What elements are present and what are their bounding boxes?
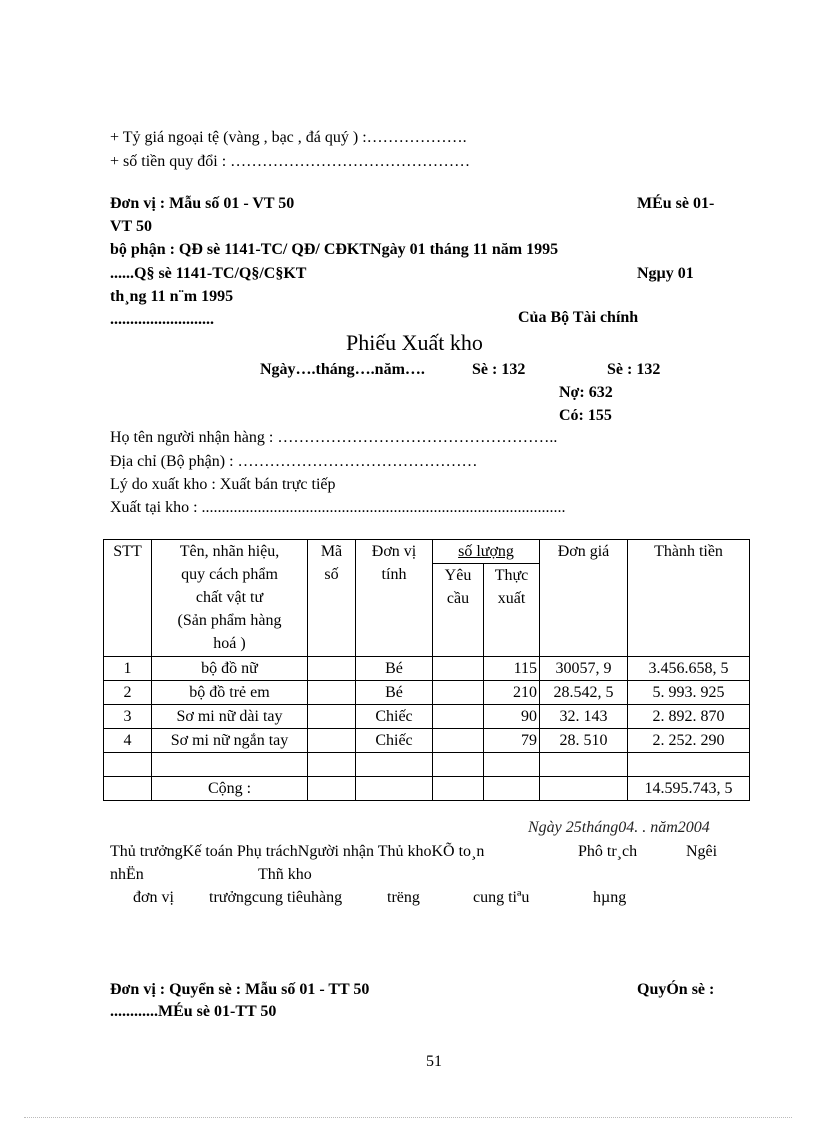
header-name: Tên, nhãn hiệu, quy cách phẩm chất vật tư (Sản phẩm hàng hoá ): [152, 540, 308, 657]
table-total-row: [104, 777, 750, 801]
decision-month-year: th¸ng 11 n¨m 1995: [110, 288, 234, 305]
date-line: Ngày….tháng….năm….: [260, 361, 425, 378]
number-right: Sè : 132: [607, 361, 661, 378]
exchange-rate-line: + Tỷ giá ngoại tệ (vàng , bạc , đá quý ) :……………….: [110, 129, 467, 146]
header-actual: Thực xuất: [484, 564, 540, 657]
decision-number: ......Q§ sè 1141-TC/Q§/C§KT: [110, 265, 307, 282]
total-label: Cộng :: [152, 777, 308, 801]
signature-supply: cung tiªu: [473, 889, 530, 906]
header-quantity: số lượng: [433, 540, 540, 564]
signature-role-receive: nhËn: [110, 866, 144, 883]
number-left: Sè : 132: [472, 361, 526, 378]
signature-chief: trëng: [387, 889, 420, 906]
signature-role-keeper: Thñ kho: [258, 866, 312, 883]
department-decision: bộ phận : QĐ sè 1141-TC/ QĐ/ CĐKTNgày 01 tháng 11 năm 1995: [110, 241, 559, 258]
table-row: 2 bộ đồ trẻ em Bé 210 28.542, 5 5. 993. 925: [104, 681, 750, 705]
header-unit: Đơn vị tính: [356, 540, 433, 657]
goods-table: [103, 539, 750, 801]
credit-account: Có: 155: [559, 407, 612, 424]
header-price: Đơn giá: [540, 540, 628, 657]
form-number-cont: VT 50: [110, 218, 152, 235]
document-title: Phiếu Xuất kho: [346, 330, 483, 355]
page-number: 51: [426, 1053, 442, 1070]
signature-date: Ngày 25tháng04. . năm2004: [528, 819, 710, 836]
unit-dots: ..........................: [110, 311, 214, 328]
header-requested: Yêu cầu: [433, 564, 484, 657]
header-stt: STT: [104, 540, 152, 657]
total-amount: 14.595.743, 5: [628, 777, 750, 801]
signature-unit: đơn vị: [133, 889, 174, 906]
signature-roles: Thủ trưởngKế toán Phụ tráchNgười nhận Thủ khoKÕ to¸n: [110, 843, 485, 860]
converted-amount-line: + số tiền quy đổi : ………………………………………: [110, 153, 471, 170]
warehouse-field: Xuất tại kho : ...........................................................................................: [110, 499, 566, 516]
address-field: Địa chỉ (Bộ phận) : ………………………………………: [110, 453, 478, 470]
signature-goods: hµng: [593, 889, 627, 906]
signature-role-supply: Phô tr¸ch: [578, 843, 638, 860]
signature-role-receiver: Ngêi: [686, 843, 718, 860]
table-row: 4 Sơ mi nữ ngắn tay Chiếc 79 28. 510 2. 252. 290: [104, 729, 750, 753]
header-amount: Thành tiền: [628, 540, 750, 657]
ministry-label: Của Bộ Tài chính: [518, 309, 639, 326]
reason-field: Lý do xuất kho : Xuất bán trực tiếp: [110, 476, 336, 493]
form-number-right: MÉu sè 01-: [637, 195, 715, 212]
debit-account: Nợ: 632: [559, 384, 613, 401]
page-bottom-divider: [24, 1117, 792, 1118]
footer-form-number: ............MÉu sè 01-TT 50: [110, 1003, 277, 1020]
table-row: 1 bộ đồ nữ Bé 115 30057, 9 3.456.658, 5: [104, 657, 750, 681]
signature-unit-heads: trưởngcung tiêuhàng: [209, 889, 343, 906]
decision-day: Ngµy 01: [637, 265, 694, 282]
table-row: 3 Sơ mi nữ dài tay Chiếc 90 32. 143 2. 892. 870: [104, 705, 750, 729]
table-row-empty: [104, 753, 750, 777]
receiver-field: Họ tên người nhận hàng : ……………………………………………..: [110, 429, 558, 446]
header-code: Mã số: [308, 540, 356, 657]
unit-form-label: Đơn vị : Mẫu số 01 - VT 50: [110, 195, 295, 212]
footer-unit-line: Đơn vị : Quyển sè : Mẫu số 01 - TT 50: [110, 981, 370, 998]
footer-book-number: QuyÓn sè :: [637, 981, 715, 998]
